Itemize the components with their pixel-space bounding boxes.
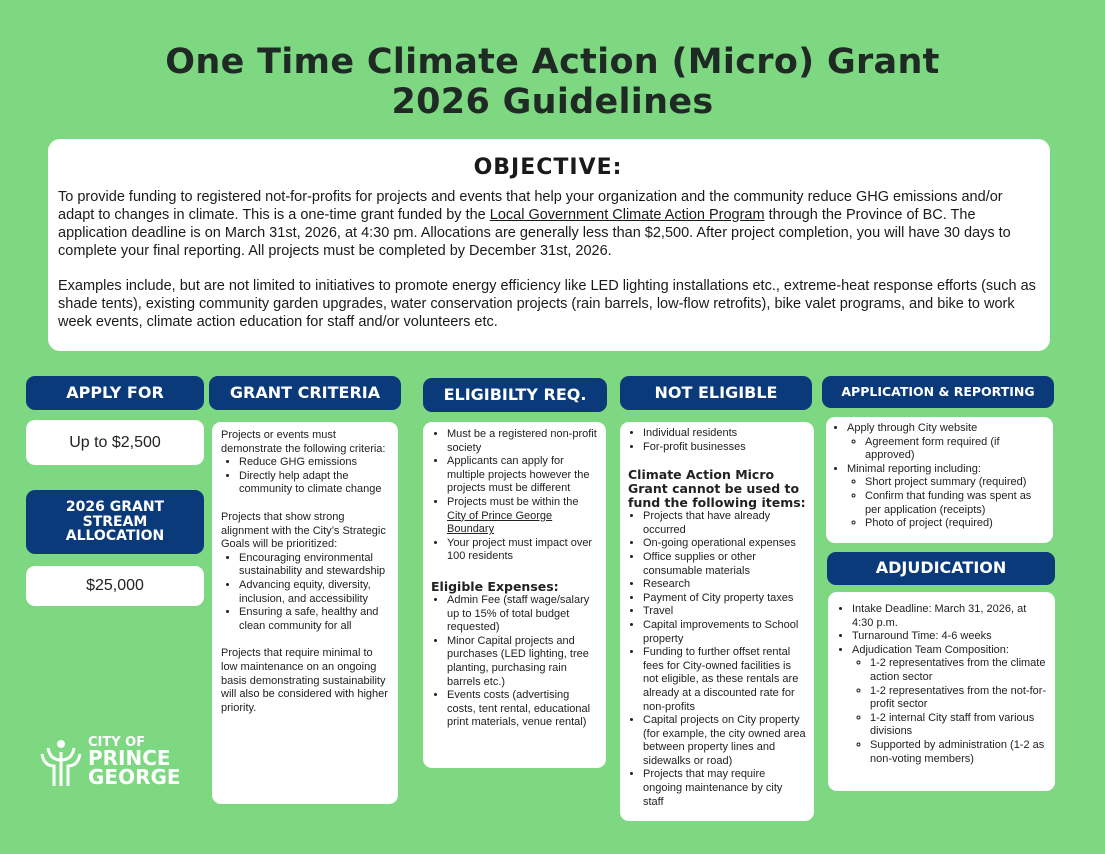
title-line-2: 2026 Guidelines [391, 82, 714, 122]
criteria-intro-2: Projects that show strong alignment with the City’s Strategic Goals will be prioritized: [221, 510, 386, 551]
list-item: • Projects that have already occurred [643, 510, 806, 537]
title-line-1: One Time Climate Action (Micro) Grant [165, 42, 940, 82]
list-item: • Intake Deadline: March 31, 2026, at 4:30 p.m. [852, 603, 1047, 630]
excluded-items-heading: Climate Action Micro Grant cannot be used to fund the following items: [628, 467, 806, 511]
city-logo-icon [40, 736, 82, 788]
list-item: • Advancing equity, diversity, inclusion, and accessibility [239, 579, 389, 606]
criteria-intro: Projects or events must demonstrate the following criteria: [221, 429, 386, 455]
objective-paragraph-2: Examples include, but are not limited to initiatives to promote energy efficiency like LED lighting installations etc., extreme-heat response efforts (such as shade tents), existing community garden upgrades, water conservation projects (rain barrels, low-flow retrofits), bike valet programs, and bike to work week events, climate action education for staff and/or volunteers etc. [58, 278, 1036, 330]
apply-for-heading: APPLY FOR [26, 376, 204, 410]
logo-line-1: CITY OF [88, 734, 146, 750]
list-item: • Applicants can apply for multiple projects however the projects must be different [447, 455, 598, 496]
adjudication-heading: ADJUDICATION [827, 552, 1055, 585]
reporting-text: Minimal reporting including: [847, 462, 981, 475]
list-item: • Travel [643, 605, 806, 619]
list-item [852, 644, 1047, 766]
logo-line-2: PRINCE [88, 746, 171, 771]
list-item: • Research [643, 578, 806, 592]
list-item: • Encouraging environmental sustainability and stewardship [239, 552, 389, 579]
eligible-expenses-heading: Eligible Expenses: [431, 578, 559, 594]
adjudication-card [828, 592, 1055, 791]
adjudication-list [834, 603, 1047, 766]
apply-website-text: Apply through City website [847, 422, 978, 434]
list-item: ◦ Agreement form required (if approved) [865, 436, 1045, 463]
list-item: ◦ 1-2 representatives from the not-for-profit sector [870, 685, 1047, 712]
boundary-text: Projects must be within the [447, 495, 579, 508]
application-reporting-card [826, 417, 1053, 543]
city-logo-text [88, 734, 181, 790]
list-item: • Projects that may require ongoing maintenance by city staff [643, 768, 806, 809]
not-eligible-heading: NOT ELIGIBLE [620, 376, 812, 410]
list-item: • Ensuring a safe, healthy and clean community for all [239, 606, 389, 633]
team-composition-text: Adjudication Team Composition: [852, 643, 1009, 656]
eligibility-card [423, 422, 606, 768]
list-item: ◦ 1-2 representatives from the climate action sector [870, 657, 1047, 684]
list-item: • Capital improvements to School property [643, 619, 806, 646]
list-item: • Your project must impact over 100 residents [447, 537, 598, 564]
team-composition-sublist [852, 657, 1047, 766]
list-item: • Individual residents [643, 427, 806, 441]
list-item: • Directly help adapt the community to climate change [239, 470, 389, 497]
list-item: • Turnaround Time: 4-6 weeks [852, 630, 1047, 644]
list-item: • Must be a registered non-profit society [447, 428, 598, 455]
excluded-list [625, 510, 806, 809]
grant-criteria-heading: GRANT CRITERIA [209, 376, 401, 410]
list-item: • Admin Fee (staff wage/salary up to 15% of total budget requested) [447, 594, 598, 635]
eligibility-list [429, 428, 598, 564]
objective-text-b: through the Province of BC. The application deadline is on March 31st, 2026, at 4:30 pm. Allocations are generally less than $2,500. After project completion, you will have 30 days to complete your final reporting. All projects must be completed by December 31st, 2026. [58, 207, 1011, 259]
list-item: ◦ Photo of project (required) [865, 517, 1045, 531]
list-item: ◦ 1-2 internal City staff from various divisions [870, 712, 1047, 739]
criteria-list-1 [221, 456, 389, 497]
list-item: • Events costs (advertising costs, tent rental, educational print materials, venue rental) [447, 689, 598, 730]
page-title [0, 42, 1105, 122]
not-eligible-list [625, 427, 806, 454]
not-eligible-card [620, 422, 814, 821]
list-item: • On-going operational expenses [643, 537, 806, 551]
list-item: • Payment of City property taxes [643, 592, 806, 606]
apply-for-value: Up to $2,500 [26, 420, 204, 465]
objective-text-a: To provide funding to registered not-for-profits for projects and events that help your organization and the community reduce GHG emissions and/or adapt to changes in climate. This is a one-time grant funded by the [58, 189, 1003, 223]
list-item: • Capital projects on City property (for example, the city owned area between property lines and sidewalks or road) [643, 714, 806, 768]
application-list [829, 422, 1045, 531]
list-item: • Office supplies or other consumable materials [643, 551, 806, 578]
list-item: • Funding to further offset rental fees for City-owned facilities is not eligible, as these rentals are already at a discounted rate for non-profits [643, 646, 806, 714]
grant-criteria-card [212, 422, 398, 804]
city-logo [40, 736, 181, 788]
list-item: ◦ Supported by administration (1-2 as non-voting members) [870, 739, 1047, 766]
application-sublist [847, 436, 1045, 463]
list-item: ◦ Short project summary (required) [865, 476, 1045, 490]
objective-panel [48, 139, 1050, 351]
list-item: ◦ Confirm that funding was spent as per application (receipts) [865, 490, 1045, 517]
list-item [847, 422, 1045, 463]
expenses-list [429, 594, 598, 730]
objective-heading: OBJECTIVE: [473, 155, 623, 180]
application-reporting-heading: APPLICATION & REPORTING [822, 376, 1054, 408]
objective-paragraph-1 [58, 188, 1038, 260]
list-item [447, 496, 598, 537]
boundary-link[interactable]: City of Prince George Boundary [447, 509, 553, 536]
criteria-list-2 [221, 552, 389, 634]
logo-line-3: GEORGE [88, 765, 181, 790]
list-item: • Reduce GHG emissions [239, 456, 389, 470]
list-item [847, 463, 1045, 531]
list-item: • Minor Capital projects and purchases (LED lighting, tree planting, purchasing rain barrels etc.) [447, 635, 598, 689]
grant-stream-value: $25,000 [26, 566, 204, 606]
list-item: • For-profit businesses [643, 441, 806, 455]
reporting-sublist [847, 476, 1045, 530]
eligibility-heading: ELIGIBILTY REQ. [423, 378, 607, 412]
climate-action-program-link[interactable]: Local Government Climate Action Program [489, 207, 765, 223]
grant-stream-heading: 2026 GRANT STREAM ALLOCATION [26, 490, 204, 554]
criteria-outro: Projects that require minimal to low maintenance on an ongoing basis demonstrating sustainability will also be considered with higher priority. [221, 647, 388, 714]
